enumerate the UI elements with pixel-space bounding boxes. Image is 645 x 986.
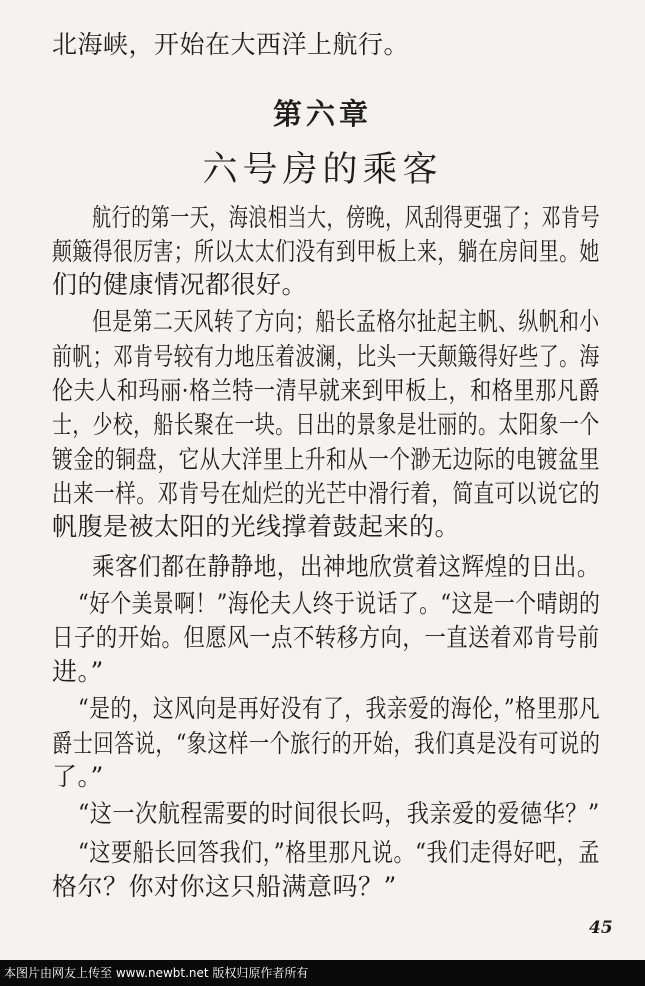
watermark-banner: 本图片由网友上传至 www.newbt.net 版权归原作者所有 <box>0 960 645 986</box>
body-line: “是的，这风向是再好没有了，我亲爱的海伦，”格里那凡 <box>78 694 601 723</box>
body-line: 颠簸得很厉害；所以太太们没有到甲板上来，躺在房间里。她 <box>52 237 600 266</box>
body-line: 进。” <box>52 657 104 686</box>
body-line: 爵士回答说，“象这样一个旅行的开始，我们真是没有可说的 <box>52 729 601 758</box>
body-line: 镀金的铜盘，它从大洋里上升和从一个渺无边际的电镀盆里 <box>52 445 600 474</box>
body-line: 乘客们都在静静地，出神地欣赏着这辉煌的日出。 <box>92 552 600 581</box>
body-line: “这要船长回答我们，”格里那凡说。“我们走得好吧，孟 <box>78 838 600 867</box>
body-line: 士，少校，船长聚在一块。日出的景象是壮丽的。太阳象一个 <box>52 410 600 439</box>
body-line: 帆腹是被太阳的光线撑着鼓起来的。 <box>52 512 461 541</box>
body-line: 了。” <box>52 762 104 791</box>
body-line: 格尔？你对你这只船满意吗？” <box>52 872 397 901</box>
body-line: “这一次航程需要的时间很长吗，我亲爱的爱德华？” <box>78 799 600 828</box>
body-line: 们的健康情况都很好。 <box>52 270 308 299</box>
body-line: 但是第二天风转了方向；船长孟格尔扯起主帆、纵帆和小 <box>92 307 600 336</box>
body-line: “好个美景啊！”海伦夫人终于说话了。“这是一个晴朗的 <box>78 589 601 618</box>
chapter-number: 第六章 <box>272 97 372 131</box>
body-line: 航行的第一天，海浪相当大，傍晚，风刮得更强了；邓肯号 <box>92 203 601 232</box>
page-number: 45 <box>589 918 613 938</box>
body-line: 出来一样。邓肯号在灿烂的光芒中滑行着，简直可以说它的 <box>52 479 600 508</box>
chapter-title: 六号房的乘客 <box>202 150 443 190</box>
body-line: 前帆；邓肯号较有力地压着波澜，比头一天颠簸得好些了。海 <box>52 342 600 371</box>
body-line: 日子的开始。但愿风一点不转移方向，一直送着邓肯号前 <box>52 623 600 652</box>
continued-paragraph-line: 北海峡，开始在大西洋上航行。 <box>52 30 410 59</box>
body-line: 伦夫人和玛丽·格兰特一清早就来到甲板上，和格里那凡爵 <box>52 376 600 405</box>
